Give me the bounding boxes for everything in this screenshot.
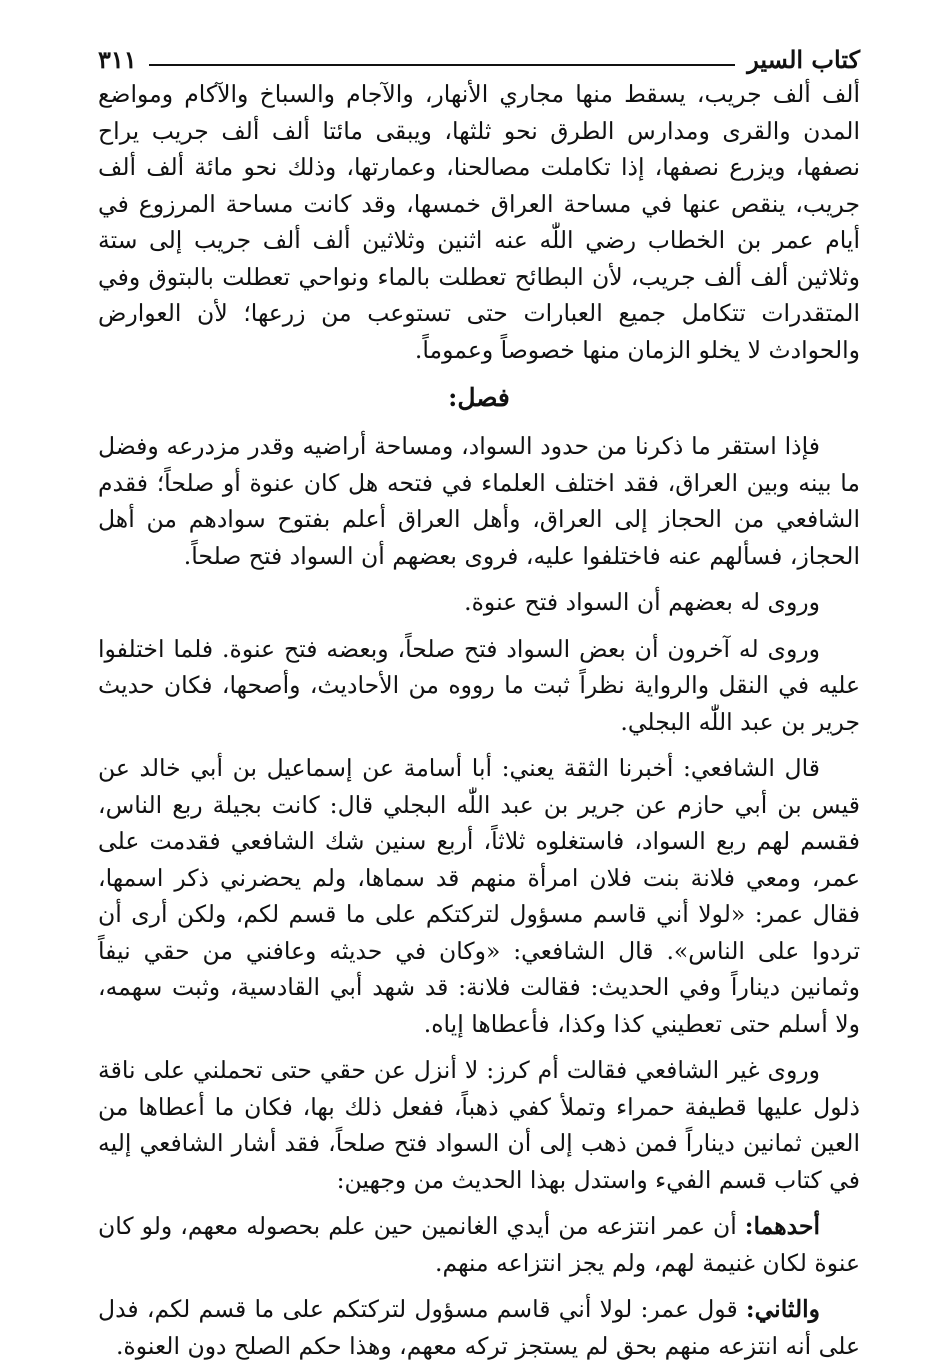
second-argument-label: والثاني: bbox=[745, 1295, 820, 1323]
paragraph-shafii-hadith: قال الشافعي: أخبرنا الثقة يعني: أبا أسامة عن إسماعيل بن أبي خالد عن قيس بن أبي حازم عن جرير بن عبد اللّٰه البجلي قال: كانت بجيلة ربع الناس، فقسم لهم ربع السواد، فاستغلوه ثلاثاً، أربع سنين شك الشافعي فقدمت على عمر، ومعي فلانة بنت فلان امرأة منهم قد سماها، ولم يحضرني ذكر اسمها، فقال عمر: «لولا أني قاسم مسؤول لتركتكم على ما قسم لكم، ولكن أرى أن تردوا على الناس». قال الشافعي: «وكان في حديثه وعافني من حقي نيفاً وثمانين ديناراً وفي الحديث: فقالت فلانة: قد شهد أبي القادسية، وثبت سهمه، ولا أسلم حتى تعطيني كذا وكذا، فأعطاها إياه. bbox=[98, 754, 860, 1038]
section-heading: فصل: bbox=[448, 383, 510, 412]
running-header bbox=[98, 30, 860, 72]
paragraph-continuation: ألف ألف جريب، يسقط منها مجاري الأنهار، والآجام والسباخ والآكام ومواضع المدن والقرى ومدارس الطرق نحو ثلثها، ويبقى مائتا ألف ألف جريب يراح نصفها، ويزرع نصفها، إذا تكاملت مصالحنا، وعمارتها، وذلك نحو مائة ألف ألف جريب، ينقص عنها في مساحة العراق خمسها، وقد كانت مساحة المرزوع في أيام عمر بن الخطاب رضي اللّٰه عنه اثنين وثلاثين ألف ألف جريب إلى ستة وثلاثين ألف ألف جريب، لأن البطائح تعطلت بالماء ونواحي تعطلت بالبتوق وفي المتقدرات تتكامل جميع العبارات حتى تستوعب من زرعها؛ لأن العوارض والحوادث لا يخلو الزمان منها خصوصاً وعموماً. bbox=[98, 80, 860, 364]
page-number: ٣١١ bbox=[98, 45, 137, 74]
paragraph-mixed-report: وروى له آخرون أن بعض السواد فتح صلحاً، وبعضه فتح عنوة. فلما اختلفوا عليه في النقل والرواية نظراً ثبت ما رووه من الأحاديث، وأصحها، فكان حديث جرير بن عبد اللّٰه البجلي. bbox=[98, 634, 860, 736]
paragraph-sawad-conquest: فإذا استقر ما ذكرنا من حدود السواد، ومساحة أراضيه وقدر مزدرعه وفضل ما بينه وبين العراق، فقد اختلف العلماء في فتحه هل كان عنوة أو صلحاً؛ فقدم الشافعي من الحجاز إلى العراق، وأهل العراق أعلم بفتوح سوادهم من أهل الحجاز، فسألهم عنه فاختلفوا عليه، فروى بعضهم أن السواد فتح صلحاً. bbox=[98, 432, 860, 570]
paragraph-second-argument bbox=[98, 1291, 860, 1364]
first-argument-text: أن عمر انتزعه من أيدي الغانمين حين علم بحصوله معهم، ولو كان عنوة لكان غنيمة لهم، ولم يجز انتزاعه منهم. bbox=[98, 1212, 860, 1277]
paragraph-umm-kurz: وروى غير الشافعي فقالت أم كرز: لا أنزل عن حقي حتى تحملني على ناقة ذلول عليها قطيفة حمراء وتملأ كفي ذهباً، ففعل ذلك بها، فكان ما أعطاها من العين ثمانين ديناراً فمن ذهب إلى أن السواد فتح صلحاً، فقد أشار الشافعي إليه في كتاب قسم الفيء واستدل بهذا الحديث من وجهين: bbox=[98, 1056, 860, 1194]
header-rule bbox=[149, 64, 736, 66]
book-title: كتاب السير bbox=[747, 45, 860, 74]
paragraph-anwa-report: وروى له بعضهم أن السواد فتح عنوة. bbox=[464, 588, 820, 616]
second-argument-text: قول عمر: لولا أني قاسم مسؤول لتركتكم على ما قسم لكم، فدل على أنه انتزعه منهم بحق لم يستجز تركه معهم، وهذا حكم الصلح دون العنوة. bbox=[98, 1295, 860, 1360]
paragraph-first-argument bbox=[98, 1208, 860, 1281]
first-argument-label: أحدهما: bbox=[744, 1212, 820, 1240]
